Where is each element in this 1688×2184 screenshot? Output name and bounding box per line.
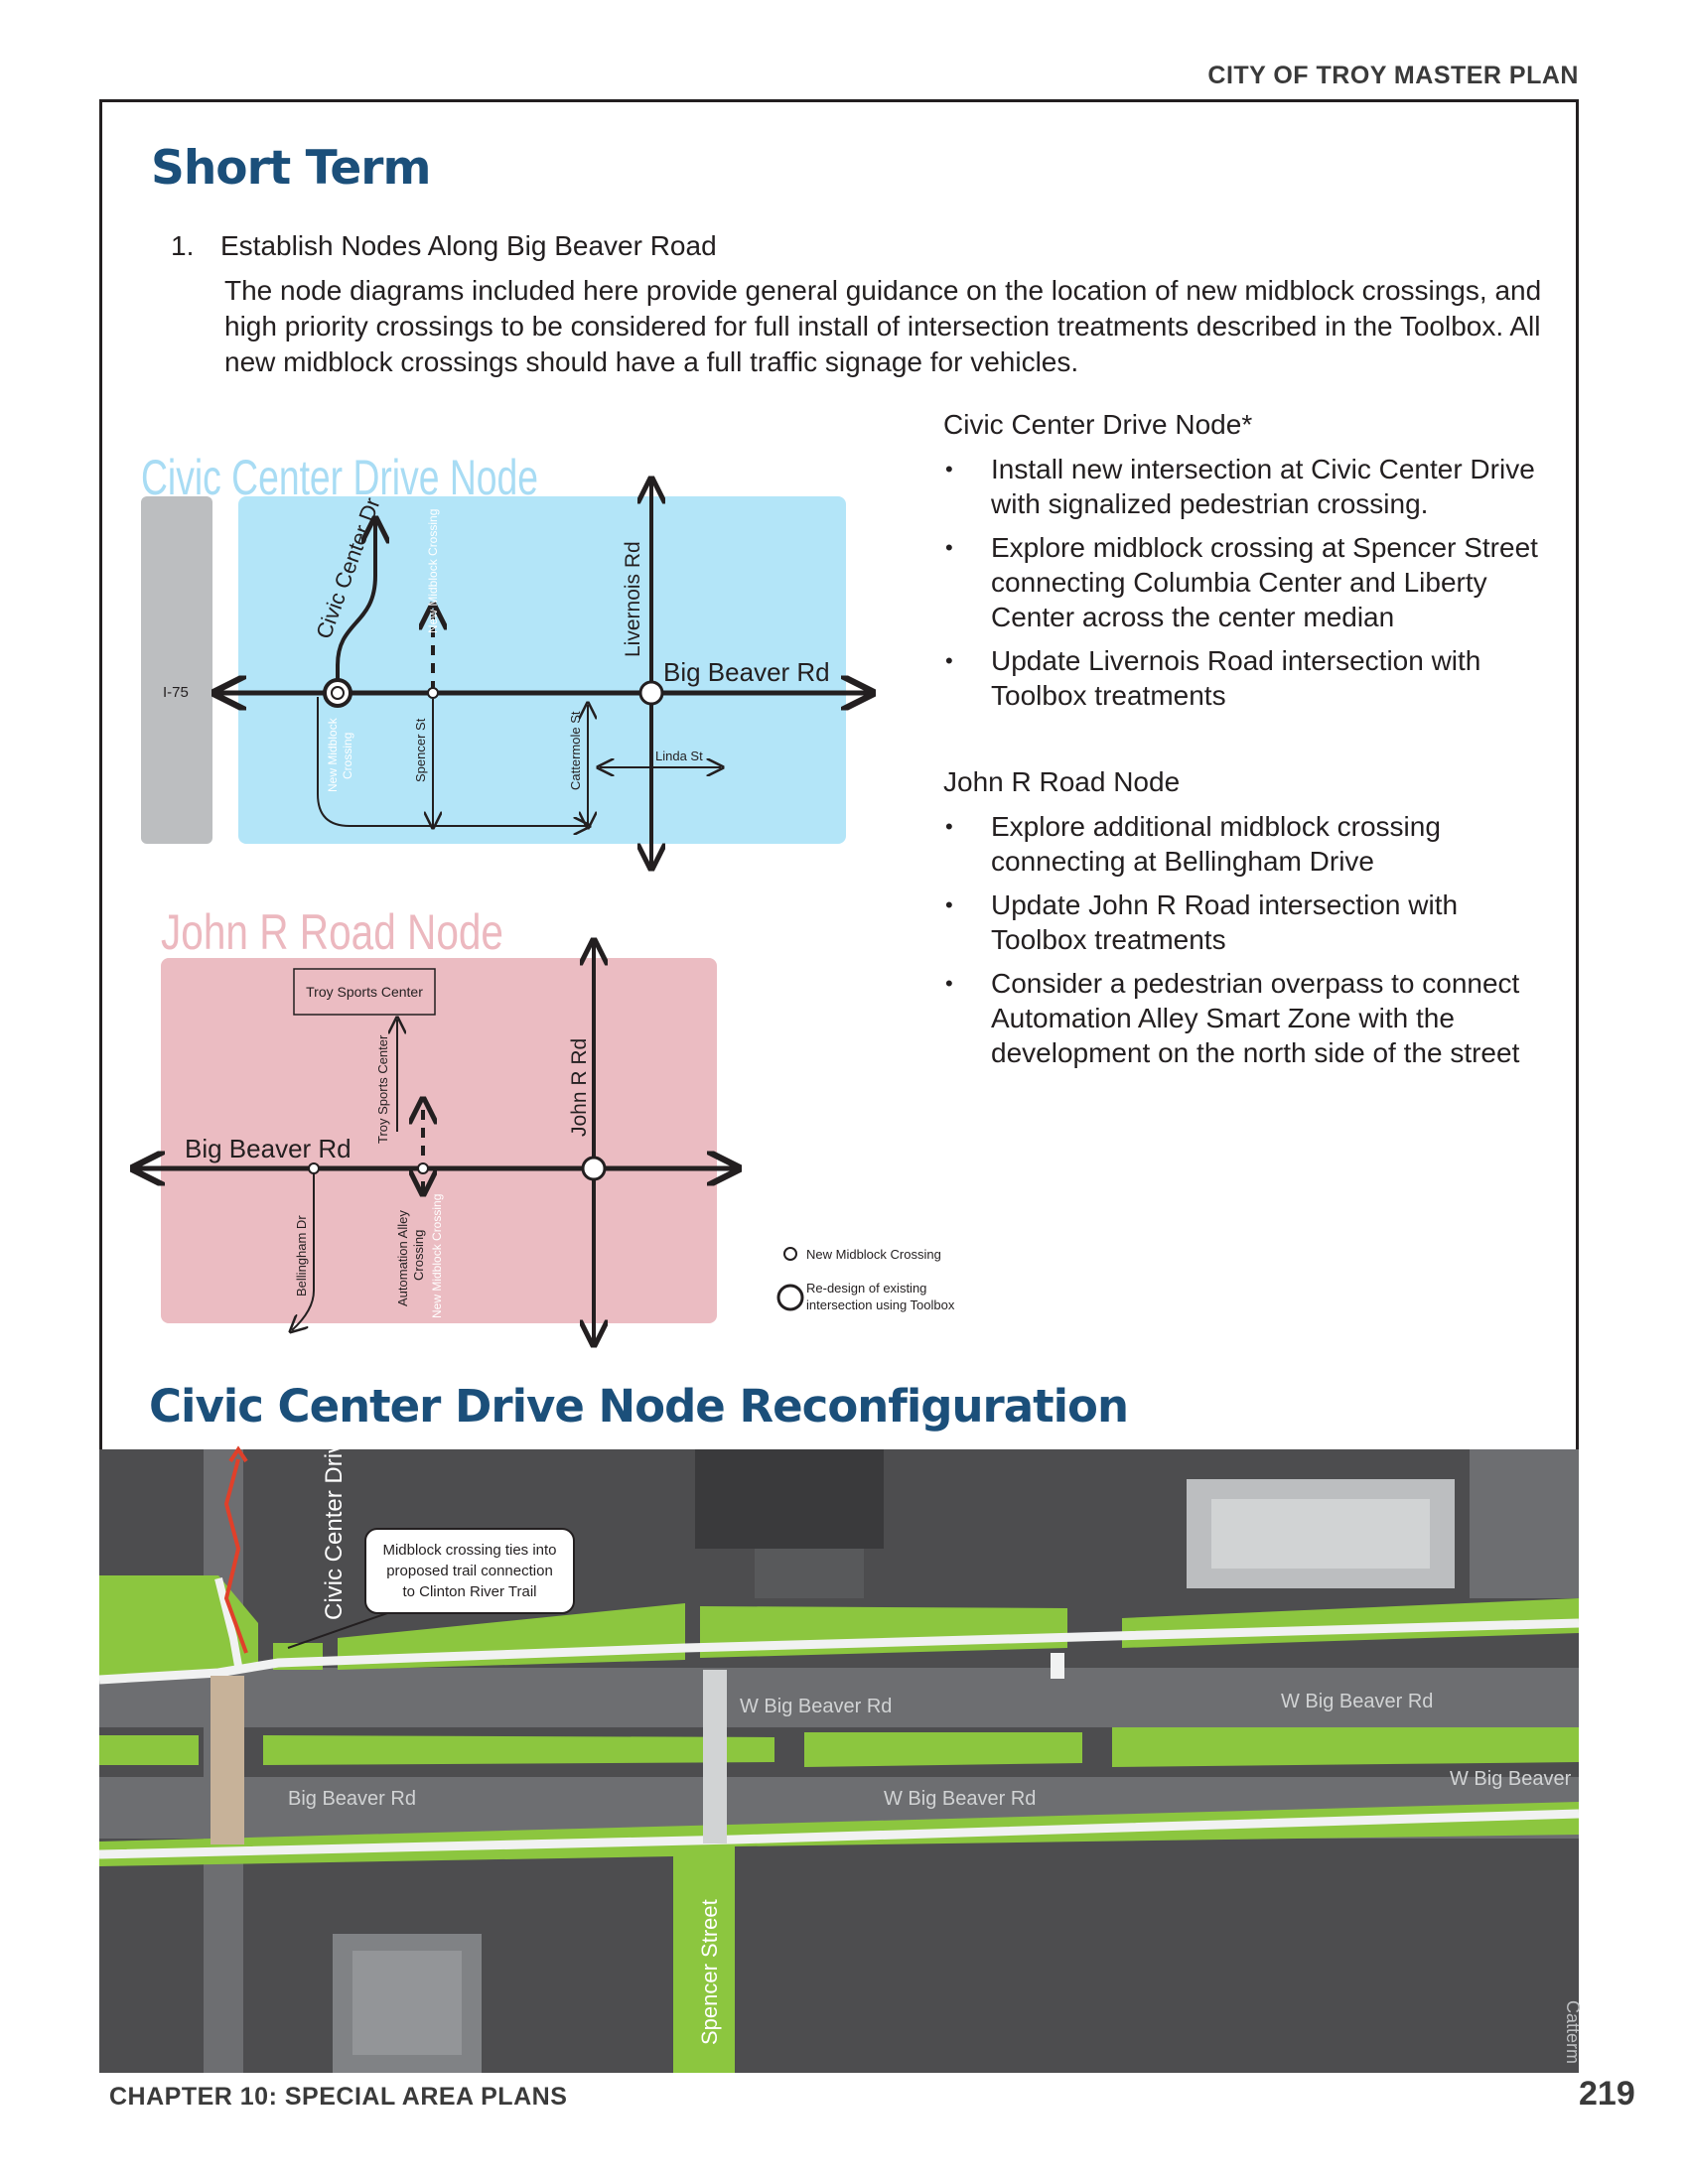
list-item: • Consider a pedestrian overpass to connect Automation Alley Smart Zone with the development on the north side of the street <box>945 966 1551 1070</box>
callout-text-1: Midblock crossing ties into <box>382 1542 557 1559</box>
civic-center-drive-label: Civic Center Drive <box>321 1428 348 1620</box>
item-description: The node diagrams included here provide general guidance on the location of new midblock crossings, and high priority crossings to be considered for full install of intersection treatments described in the Toolbox. All new midblock crossings should have a full traffic signage for vehicles. <box>224 275 1542 377</box>
civic-node-title: Civic Center Drive Node <box>141 450 538 505</box>
john-r-label: John R Rd <box>568 1037 591 1137</box>
bellingham-midblock-node <box>309 1163 319 1173</box>
building <box>352 1951 462 2055</box>
troy-sports-center-box-label: Troy Sports Center <box>306 984 423 1000</box>
civic-midblock-node <box>332 687 344 699</box>
item-title: Establish Nodes Along Big Beaver Road <box>220 230 717 261</box>
spencer-street-label: Spencer Street <box>697 1899 722 2045</box>
legend-redesign-1: Re-design of existing <box>806 1281 927 1296</box>
header-title: CITY OF TROY MASTER PLAN <box>1207 62 1579 89</box>
page-number: 219 <box>1579 2075 1635 2113</box>
reconfig-aerial-map <box>99 1428 1583 2073</box>
john-big-beaver-label: Big Beaver Rd <box>185 1134 352 1163</box>
building <box>695 1449 884 1549</box>
bellingham-label: Bellingham Dr <box>294 1215 309 1297</box>
civic-crosswalk <box>211 1676 244 1844</box>
spencer-crosswalk <box>703 1670 727 1843</box>
legend-midblock-symbol <box>784 1248 796 1260</box>
legend-new-midblock: New Midblock Crossing <box>806 1247 941 1262</box>
spencer-label: Spencer St <box>413 718 428 782</box>
john-node-list <box>945 809 1551 1079</box>
green-area <box>263 1735 774 1765</box>
new-midblock-bottom-label-2: Crossing <box>341 732 354 779</box>
new-midblock-top-label: New Midblock Crossing <box>426 508 440 633</box>
legend-redesign-symbol <box>778 1286 802 1309</box>
new-midblock-bottom-label-1: New Midblock <box>326 718 340 792</box>
cattermole-label: Catterm <box>1563 2000 1583 2065</box>
linda-label: Linda St <box>655 749 703 763</box>
reconfig-title: Civic Center Drive Node Reconfiguration <box>149 1380 1128 1433</box>
troy-sports-center-vertical-label: Troy Sports Center <box>375 1034 390 1144</box>
john-r-redesign-node <box>583 1158 605 1179</box>
list-item: • Explore midblock crossing at Spencer Street connecting Columbia Center and Liberty Center across the center median <box>945 530 1541 634</box>
list-item: • Install new intersection at Civic Center Drive with signalized pedestrian crossing. <box>945 452 1541 521</box>
automation-alley-label-2: Crossing <box>411 1229 426 1281</box>
i75-strip <box>141 496 212 844</box>
crosswalk <box>1051 1653 1064 1679</box>
cattermole-label: Cattermole St <box>568 711 583 790</box>
big-beaver-label: Big Beaver Rd <box>288 1788 416 1810</box>
building <box>755 1549 864 1598</box>
list-item: • Explore additional midblock crossing connecting at Bellingham Drive <box>945 809 1551 879</box>
john-new-midblock-label: New Midblock Crossing <box>430 1193 444 1318</box>
callout-text-2: proposed trail connection <box>386 1563 553 1579</box>
node-diagrams <box>129 437 973 1360</box>
w-big-beaver-label-4: W Big Beaver <box>1450 1768 1572 1790</box>
callout-text-3: to Clinton River Trail <box>402 1583 537 1600</box>
legend <box>778 1247 955 1312</box>
civic-node-list <box>945 452 1541 722</box>
john-r-node-diagram <box>137 904 735 1342</box>
civic-center-node-diagram <box>141 450 869 866</box>
automation-alley-label-1: Automation Alley <box>395 1210 410 1306</box>
w-big-beaver-label-1: W Big Beaver Rd <box>1281 1691 1434 1712</box>
automation-midblock-node <box>418 1163 428 1173</box>
footer-chapter: CHAPTER 10: SPECIAL AREA PLANS <box>109 2083 568 2111</box>
legend-redesign-2: intersection using Toolbox <box>806 1297 955 1312</box>
item-number: 1. <box>171 230 195 261</box>
john-node-heading: John R Road Node <box>943 766 1181 797</box>
livernois-redesign-node <box>640 682 662 704</box>
civic-center-dr-label: Civic Center Dr <box>311 494 385 642</box>
building <box>1470 1449 1579 1598</box>
spencer-midblock-node <box>428 688 438 698</box>
section-title: Short Term <box>151 141 431 196</box>
w-big-beaver-label-3: W Big Beaver Rd <box>884 1788 1037 1810</box>
list-item: • Update Livernois Road intersection with Toolbox treatments <box>945 643 1541 713</box>
livernois-label: Livernois Rd <box>622 541 644 657</box>
w-big-beaver-label-2: W Big Beaver Rd <box>740 1696 893 1717</box>
john-node-title: John R Road Node <box>161 904 503 960</box>
big-beaver-label: Big Beaver Rd <box>663 657 830 687</box>
civic-node-heading: Civic Center Drive Node* <box>943 409 1253 440</box>
list-item: • Update John R Road intersection with Toolbox treatments <box>945 887 1551 957</box>
building <box>1211 1499 1430 1569</box>
i75-label: I-75 <box>163 684 189 701</box>
